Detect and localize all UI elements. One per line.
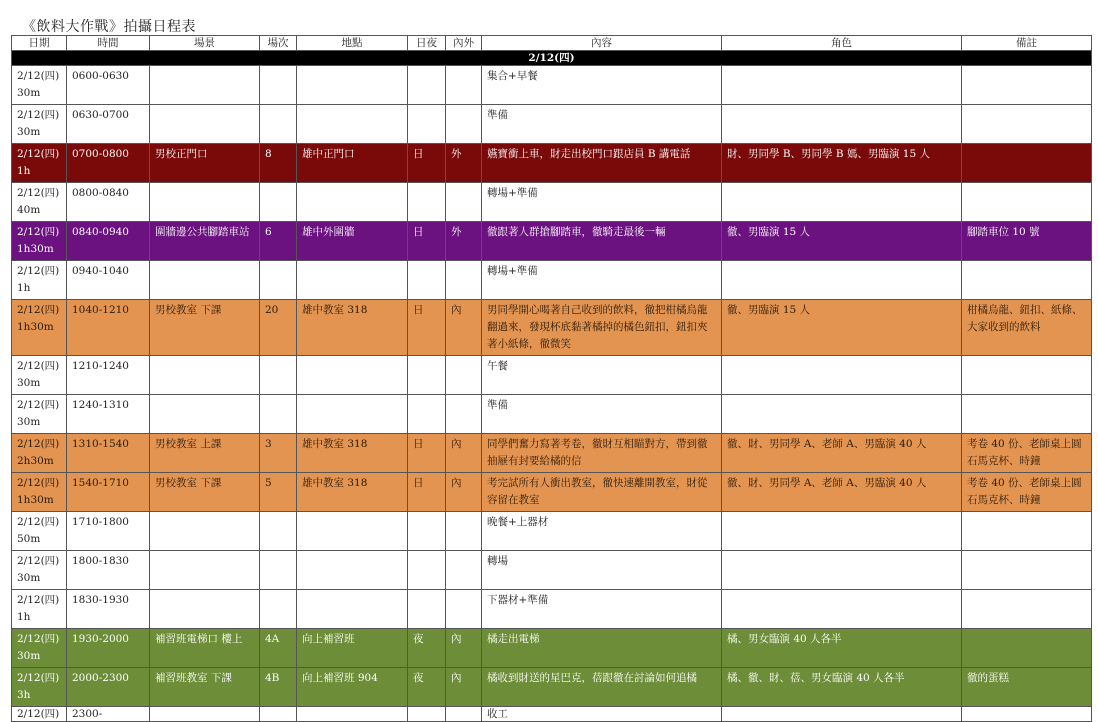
cell-date: [12, 261, 67, 300]
row-date: 2/12(四): [17, 672, 60, 684]
table-row: [12, 395, 1092, 434]
cell-interior-exterior: [446, 183, 482, 222]
row-date: 2/12(四): [17, 148, 60, 160]
cell-date: [12, 434, 67, 473]
cell-cast: [722, 261, 962, 300]
cell-time: 0600-0630: [67, 66, 150, 105]
cell-location: [297, 105, 408, 144]
cell-date: [12, 144, 67, 183]
cell-day-night: 夜: [408, 668, 446, 707]
cell-notes: 腳踏車位 10 號: [962, 222, 1092, 261]
row-duration: 1h30m: [17, 243, 54, 255]
cell-interior-exterior: [446, 105, 482, 144]
row-duration: 30m: [17, 416, 41, 428]
cell-time: 1540-1710: [67, 473, 150, 512]
cell-notes: [962, 590, 1092, 629]
header-interior-exterior: 內外: [446, 36, 482, 51]
header-notes: 備註: [962, 36, 1092, 51]
cell-scene: [150, 356, 260, 395]
table-row: [12, 144, 1092, 183]
cell-day-night: 日: [408, 300, 446, 356]
cell-scene-number: 8: [260, 144, 297, 183]
cell-day-night: 日: [408, 434, 446, 473]
cell-date: [12, 356, 67, 395]
row-duration: 1h30m: [17, 321, 54, 333]
cell-scene-number: 3: [260, 434, 297, 473]
cell-notes: [962, 105, 1092, 144]
cell-scene-number: [260, 66, 297, 105]
row-duration: 1h: [17, 165, 31, 177]
cell-cast: [722, 551, 962, 590]
cell-date: [12, 551, 67, 590]
cell-cast: [722, 707, 962, 722]
table-row: [12, 590, 1092, 629]
cell-cast: [722, 66, 962, 105]
row-date: 2/12(四): [17, 360, 60, 372]
cell-notes: [962, 356, 1092, 395]
cell-notes: 徹的蛋糕: [962, 668, 1092, 707]
cell-time: 0800-0840: [67, 183, 150, 222]
cell-scene-number: [260, 707, 297, 722]
cell-location: 向上補習班 904: [297, 668, 408, 707]
header-location: 地點: [297, 36, 408, 51]
cell-date: [12, 105, 67, 144]
cell-content: 同學們奮力寫著考卷，徹財互相瞄對方，帶到徹抽屜有封要給橘的信: [482, 434, 722, 473]
header-scene-number: 場次: [260, 36, 297, 51]
table-row: [12, 668, 1092, 707]
cell-notes: 考卷 40 份、老師桌上圓石馬克杯、時鐘: [962, 434, 1092, 473]
table-row: [12, 707, 1092, 722]
row-duration: 30m: [17, 87, 41, 99]
cell-interior-exterior: [446, 551, 482, 590]
cell-interior-exterior: 內: [446, 434, 482, 473]
row-date: 2/12(四): [17, 187, 60, 199]
cell-scene-number: 6: [260, 222, 297, 261]
cell-cast: [722, 183, 962, 222]
cell-scene: 男校教室 下課: [150, 300, 260, 356]
row-date: 2/12(四): [17, 109, 60, 121]
cell-time: 1310-1540: [67, 434, 150, 473]
header-day-night: 日夜: [408, 36, 446, 51]
cell-interior-exterior: [446, 512, 482, 551]
cell-scene: 補習班教室 下課: [150, 668, 260, 707]
cell-scene: 男校教室 上課: [150, 434, 260, 473]
cell-scene-number: [260, 512, 297, 551]
cell-cast: 徹、財、男同學 A、老師 A、男臨演 40 人: [722, 434, 962, 473]
table-row: [12, 66, 1092, 105]
row-date: 2/12(四): [17, 708, 60, 720]
header-scene: 場景: [150, 36, 260, 51]
cell-content: 午餐: [482, 356, 722, 395]
cell-date: [12, 66, 67, 105]
cell-content: 準備: [482, 395, 722, 434]
cell-scene-number: 5: [260, 473, 297, 512]
cell-content: 男同學開心喝著自己收到的飲料，徹把柑橘烏龍翻過來，發現杯底黏著橘掉的橘色鈕扣，鈕扣夾著小紙條，徹微笑: [482, 300, 722, 356]
cell-content: 下器材+準備: [482, 590, 722, 629]
cell-time: 1930-2000: [67, 629, 150, 668]
cell-date: [12, 668, 67, 707]
cell-day-night: [408, 551, 446, 590]
row-duration: 30m: [17, 572, 41, 584]
cell-scene: [150, 707, 260, 722]
table-row: [12, 300, 1092, 356]
cell-cast: 徹、財、男同學 A、老師 A、男臨演 40 人: [722, 473, 962, 512]
cell-location: [297, 183, 408, 222]
day-label: 2/12(四): [12, 51, 1092, 66]
cell-date: [12, 183, 67, 222]
cell-content: 轉場+準備: [482, 183, 722, 222]
cell-interior-exterior: 內: [446, 668, 482, 707]
cell-content: 準備: [482, 105, 722, 144]
cell-cast: 橘、徹、財、蓓、男女臨演 40 人各半: [722, 668, 962, 707]
cell-notes: 考卷 40 份、老師桌上圓石馬克杯、時鐘: [962, 473, 1092, 512]
cell-date: [12, 473, 67, 512]
cell-date: [12, 590, 67, 629]
header-time: 時間: [67, 36, 150, 51]
cell-cast: 財、男同學 B、男同學 B 媽、男臨演 15 人: [722, 144, 962, 183]
cell-day-night: 日: [408, 473, 446, 512]
cell-day-night: [408, 261, 446, 300]
cell-location: 雄中教室 318: [297, 300, 408, 356]
row-date: 2/12(四): [17, 304, 60, 316]
cell-day-night: [408, 707, 446, 722]
cell-scene: [150, 551, 260, 590]
cell-time: 0700-0800: [67, 144, 150, 183]
cell-location: 雄中教室 318: [297, 473, 408, 512]
row-date: 2/12(四): [17, 438, 60, 450]
cell-time: 0940-1040: [67, 261, 150, 300]
row-date: 2/12(四): [17, 633, 60, 645]
cell-scene: 男校正門口: [150, 144, 260, 183]
row-duration: 1h30m: [17, 494, 54, 506]
cell-scene: 圍牆邊公共腳踏車站: [150, 222, 260, 261]
cell-content: 轉場: [482, 551, 722, 590]
cell-date: [12, 707, 67, 722]
row-date: 2/12(四): [17, 226, 60, 238]
row-date: 2/12(四): [17, 265, 60, 277]
cell-location: 雄中正門口: [297, 144, 408, 183]
cell-content: 橘走出電梯: [482, 629, 722, 668]
cell-content: 集合+早餐: [482, 66, 722, 105]
cell-content: 晚餐+上器材: [482, 512, 722, 551]
cell-date: [12, 629, 67, 668]
table-row: [12, 261, 1092, 300]
cell-date: [12, 222, 67, 261]
cell-scene-number: [260, 590, 297, 629]
cell-interior-exterior: 外: [446, 144, 482, 183]
table-row: [12, 105, 1092, 144]
cell-time: 1710-1800: [67, 512, 150, 551]
row-date: 2/12(四): [17, 477, 60, 489]
cell-day-night: 日: [408, 222, 446, 261]
cell-scene-number: 4A: [260, 629, 297, 668]
cell-notes: [962, 395, 1092, 434]
cell-time: 1830-1930: [67, 590, 150, 629]
cell-scene-number: [260, 183, 297, 222]
cell-interior-exterior: 內: [446, 629, 482, 668]
row-date: 2/12(四): [17, 555, 60, 567]
cell-scene-number: 20: [260, 300, 297, 356]
cell-day-night: 日: [408, 144, 446, 183]
cell-content: 徹跟著人群搶腳踏車，徹騎走最後一輛: [482, 222, 722, 261]
cell-location: [297, 707, 408, 722]
cell-day-night: 夜: [408, 629, 446, 668]
cell-notes: [962, 551, 1092, 590]
row-duration: 30m: [17, 650, 41, 662]
row-duration: 40m: [17, 204, 41, 216]
cell-cast: [722, 105, 962, 144]
header-row: [12, 36, 1092, 51]
cell-time: 2300-: [67, 707, 150, 722]
table-row: [12, 473, 1092, 512]
cell-location: 雄中教室 318: [297, 434, 408, 473]
header-date: 日期: [12, 36, 67, 51]
row-duration: 1h: [17, 611, 31, 623]
table-row: [12, 356, 1092, 395]
cell-notes: [962, 66, 1092, 105]
table-row: [12, 222, 1092, 261]
cell-interior-exterior: [446, 590, 482, 629]
table-row: [12, 629, 1092, 668]
header-cast: 角色: [722, 36, 962, 51]
cell-location: 向上補習班: [297, 629, 408, 668]
cell-time: 1240-1310: [67, 395, 150, 434]
cell-day-night: [408, 105, 446, 144]
cell-scene-number: [260, 105, 297, 144]
cell-scene-number: [260, 356, 297, 395]
cell-time: 1800-1830: [67, 551, 150, 590]
cell-notes: [962, 707, 1092, 722]
row-duration: 2h30m: [17, 455, 54, 467]
cell-notes: 柑橘烏龍、鈕扣、紙條、大家收到的飲料: [962, 300, 1092, 356]
cell-content: 嬿寶衝上車，財走出校門口跟店員 B 講電話: [482, 144, 722, 183]
row-duration: 50m: [17, 533, 41, 545]
row-date: 2/12(四): [17, 516, 60, 528]
cell-cast: 橘、男女臨演 40 人各半: [722, 629, 962, 668]
cell-scene: [150, 183, 260, 222]
row-date: 2/12(四): [17, 70, 60, 82]
cell-location: [297, 512, 408, 551]
cell-location: [297, 261, 408, 300]
table-row: [12, 551, 1092, 590]
header-content: 內容: [482, 36, 722, 51]
cell-interior-exterior: 內: [446, 473, 482, 512]
cell-scene: [150, 66, 260, 105]
cell-day-night: [408, 395, 446, 434]
cell-scene: [150, 395, 260, 434]
cell-interior-exterior: [446, 356, 482, 395]
cell-cast: [722, 590, 962, 629]
cell-interior-exterior: [446, 261, 482, 300]
cell-scene: [150, 261, 260, 300]
cell-cast: [722, 395, 962, 434]
cell-scene-number: [260, 261, 297, 300]
cell-time: 0630-0700: [67, 105, 150, 144]
row-duration: 3h: [17, 689, 31, 701]
cell-notes: [962, 629, 1092, 668]
cell-interior-exterior: [446, 395, 482, 434]
cell-scene: [150, 590, 260, 629]
cell-scene: 補習班電梯口 樓上: [150, 629, 260, 668]
cell-location: [297, 590, 408, 629]
table-row: [12, 183, 1092, 222]
cell-scene-number: [260, 395, 297, 434]
cell-interior-exterior: [446, 707, 482, 722]
cell-scene: [150, 512, 260, 551]
page-title: 《飲料大作戰》拍攝日程表: [22, 19, 196, 35]
cell-day-night: [408, 590, 446, 629]
cell-day-night: [408, 512, 446, 551]
cell-time: 1210-1240: [67, 356, 150, 395]
cell-cast: 徹、男臨演 15 人: [722, 300, 962, 356]
cell-notes: [962, 512, 1092, 551]
cell-time: 2000-2300: [67, 668, 150, 707]
cell-interior-exterior: 外: [446, 222, 482, 261]
cell-scene: [150, 105, 260, 144]
cell-content: 收工: [482, 707, 722, 722]
cell-scene-number: [260, 551, 297, 590]
cell-content: 橘收到財送的星巴克，蓓跟徹在討論如何追橘: [482, 668, 722, 707]
row-duration: 1h: [17, 282, 31, 294]
table-row: [12, 434, 1092, 473]
cell-notes: [962, 261, 1092, 300]
row-date: 2/12(四): [17, 594, 60, 606]
cell-cast: [722, 356, 962, 395]
cell-location: [297, 395, 408, 434]
cell-scene: 男校教室 下課: [150, 473, 260, 512]
cell-cast: [722, 512, 962, 551]
cell-date: [12, 300, 67, 356]
cell-day-night: [408, 183, 446, 222]
cell-day-night: [408, 356, 446, 395]
cell-cast: 徹、男臨演 15 人: [722, 222, 962, 261]
table-row: [12, 512, 1092, 551]
row-duration: 30m: [17, 377, 41, 389]
cell-location: [297, 356, 408, 395]
day-bar: [12, 51, 1092, 66]
cell-time: 0840-0940: [67, 222, 150, 261]
cell-time: 1040-1210: [67, 300, 150, 356]
cell-notes: [962, 183, 1092, 222]
cell-notes: [962, 144, 1092, 183]
cell-location: [297, 551, 408, 590]
cell-date: [12, 395, 67, 434]
cell-content: 轉場+準備: [482, 261, 722, 300]
cell-day-night: [408, 66, 446, 105]
row-duration: 30m: [17, 126, 41, 138]
cell-location: 雄中外圍牆: [297, 222, 408, 261]
cell-location: [297, 66, 408, 105]
cell-interior-exterior: [446, 66, 482, 105]
cell-interior-exterior: 內: [446, 300, 482, 356]
row-date: 2/12(四): [17, 399, 60, 411]
cell-scene-number: 4B: [260, 668, 297, 707]
cell-date: [12, 512, 67, 551]
schedule-table: [11, 35, 1092, 722]
cell-content: 考完試所有人衝出教室，徹快速離開教室，財從容留在教室: [482, 473, 722, 512]
